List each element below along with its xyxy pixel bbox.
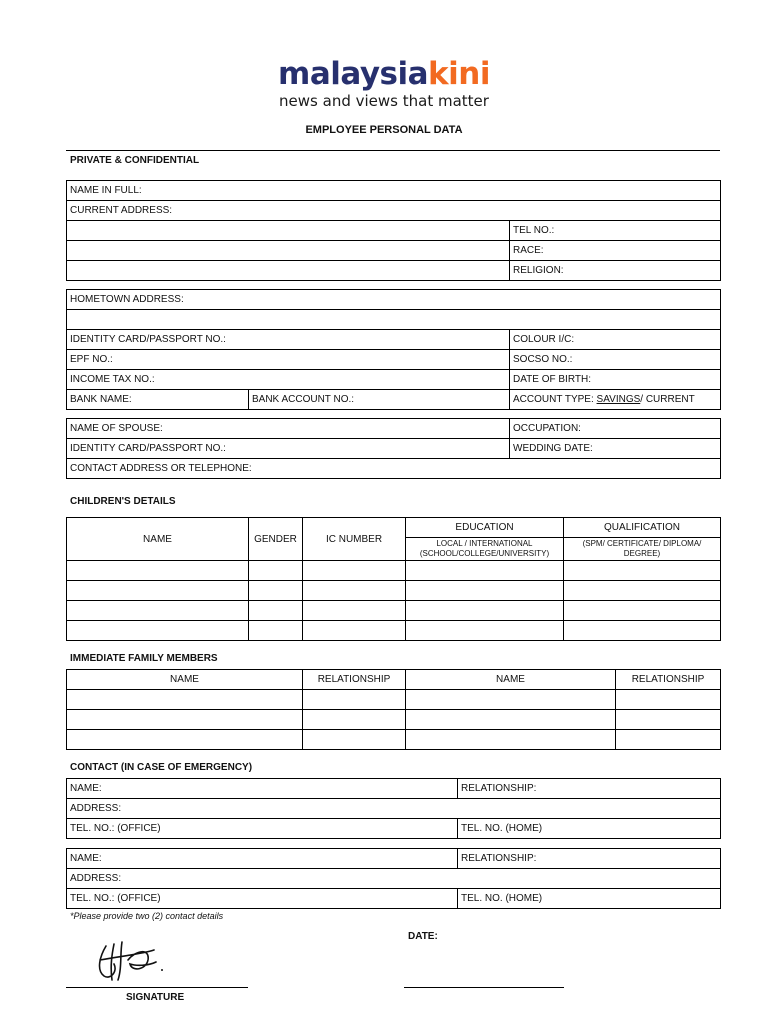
cell[interactable] xyxy=(67,690,303,710)
spouse-table xyxy=(66,418,721,479)
children-col-gender: GENDER xyxy=(249,518,303,561)
emergency-heading: CONTACT (IN CASE OF EMERGENCY) xyxy=(70,762,253,773)
children-col-name: NAME xyxy=(67,518,249,561)
logo-text-primary: malaysia xyxy=(278,56,429,92)
cell[interactable] xyxy=(249,561,303,581)
table-row xyxy=(67,561,721,581)
cell[interactable] xyxy=(406,690,616,710)
cell[interactable] xyxy=(67,561,249,581)
children-table xyxy=(66,517,721,641)
wedding-date-field[interactable]: WEDDING DATE: xyxy=(510,439,721,459)
cell[interactable] xyxy=(249,621,303,641)
account-type-field[interactable] xyxy=(510,390,721,410)
date-label: DATE: xyxy=(408,931,438,942)
confidential-label: PRIVATE & CONFIDENTIAL xyxy=(70,155,200,166)
signature-mark xyxy=(92,936,172,984)
bank-name-field[interactable]: BANK NAME: xyxy=(67,390,249,410)
emergency-tel-office-field[interactable]: TEL. NO.: (OFFICE) xyxy=(67,889,458,909)
cell[interactable] xyxy=(303,690,406,710)
logo-tagline: news and views that matter xyxy=(279,92,489,110)
title-divider xyxy=(66,150,720,151)
cell[interactable] xyxy=(67,581,249,601)
emergency-tel-home-field[interactable]: TEL. NO. (HOME) xyxy=(458,819,721,839)
socso-field[interactable]: SOCSO NO.: xyxy=(510,350,721,370)
children-col-education: EDUCATION xyxy=(406,518,564,538)
cell[interactable] xyxy=(249,601,303,621)
religion-field[interactable]: RELIGION: xyxy=(510,261,721,281)
cell[interactable] xyxy=(67,601,249,621)
children-heading: CHILDREN'S DETAILS xyxy=(70,496,176,507)
identity-table xyxy=(66,289,721,410)
cell[interactable] xyxy=(564,581,721,601)
account-type-savings: SAVINGS xyxy=(596,394,641,405)
cell[interactable] xyxy=(67,730,303,750)
children-col-education-sub: LOCAL / INTERNATIONAL (SCHOOL/COLLEGE/UNIVERSITY) xyxy=(406,538,564,561)
emergency-relationship-field[interactable]: RELATIONSHIP: xyxy=(458,779,721,799)
hometown-address-field[interactable]: HOMETOWN ADDRESS: xyxy=(67,290,721,310)
bank-account-field[interactable]: BANK ACCOUNT NO.: xyxy=(249,390,510,410)
logo-wordmark xyxy=(0,56,768,92)
cell[interactable] xyxy=(303,561,406,581)
children-col-qualification: QUALIFICATION xyxy=(564,518,721,538)
race-field[interactable]: RACE: xyxy=(510,241,721,261)
cell[interactable] xyxy=(616,730,721,750)
table-row xyxy=(67,710,721,730)
cell[interactable] xyxy=(67,710,303,730)
cell[interactable] xyxy=(303,621,406,641)
spouse-contact-field[interactable]: CONTACT ADDRESS OR TELEPHONE: xyxy=(67,459,721,479)
emergency-note: *Please provide two (2) contact details xyxy=(70,911,224,921)
spouse-ic-field[interactable]: IDENTITY CARD/PASSPORT NO.: xyxy=(67,439,510,459)
cell[interactable] xyxy=(564,601,721,621)
address-line-field[interactable] xyxy=(67,241,510,261)
table-row xyxy=(67,601,721,621)
account-type-suffix: / CURRENT xyxy=(640,394,695,405)
table-row xyxy=(67,621,721,641)
table-row xyxy=(67,581,721,601)
children-col-ic: IC NUMBER xyxy=(303,518,406,561)
dob-field[interactable]: DATE OF BIRTH: xyxy=(510,370,721,390)
logo-text-accent: kini xyxy=(428,56,490,92)
cell[interactable] xyxy=(406,561,564,581)
address-line-field[interactable] xyxy=(67,261,510,281)
cell[interactable] xyxy=(67,621,249,641)
emergency-name-field[interactable]: NAME: xyxy=(67,849,458,869)
emergency-tel-office-field[interactable]: TEL. NO.: (OFFICE) xyxy=(67,819,458,839)
cell[interactable] xyxy=(303,710,406,730)
address-line-field[interactable] xyxy=(67,221,510,241)
cell[interactable] xyxy=(249,581,303,601)
signature-line[interactable] xyxy=(66,987,248,988)
personal-table xyxy=(66,180,721,281)
brand-logo xyxy=(0,56,768,110)
emergency-address-field[interactable]: ADDRESS: xyxy=(67,799,721,819)
cell[interactable] xyxy=(303,730,406,750)
document-title: EMPLOYEE PERSONAL DATA xyxy=(305,124,463,136)
account-type-prefix: ACCOUNT TYPE: xyxy=(513,394,597,405)
cell[interactable] xyxy=(406,601,564,621)
hometown-address-line[interactable] xyxy=(67,310,721,330)
cell[interactable] xyxy=(303,601,406,621)
cell[interactable] xyxy=(406,581,564,601)
family-col-relationship: RELATIONSHIP xyxy=(616,670,721,690)
emergency-address-field[interactable]: ADDRESS: xyxy=(67,869,721,889)
cell[interactable] xyxy=(406,710,616,730)
cell[interactable] xyxy=(564,561,721,581)
signature-label: SIGNATURE xyxy=(126,992,185,1003)
spouse-name-field[interactable]: NAME OF SPOUSE: xyxy=(67,419,510,439)
income-tax-field[interactable]: INCOME TAX NO.: xyxy=(67,370,510,390)
table-row xyxy=(67,730,721,750)
emergency-tel-home-field[interactable]: TEL. NO. (HOME) xyxy=(458,889,721,909)
cell[interactable] xyxy=(406,730,616,750)
cell[interactable] xyxy=(616,690,721,710)
epf-field[interactable]: EPF NO.: xyxy=(67,350,510,370)
cell[interactable] xyxy=(406,621,564,641)
family-table xyxy=(66,669,721,750)
family-col-name: NAME xyxy=(67,670,303,690)
emergency-table-1 xyxy=(66,778,721,839)
name-in-full-field[interactable]: NAME IN FULL: xyxy=(67,181,721,201)
current-address-field[interactable]: CURRENT ADDRESS: xyxy=(67,201,721,221)
colour-ic-field[interactable]: COLOUR I/C: xyxy=(510,330,721,350)
emergency-relationship-field[interactable]: RELATIONSHIP: xyxy=(458,849,721,869)
family-col-relationship: RELATIONSHIP xyxy=(303,670,406,690)
emergency-table-2 xyxy=(66,848,721,909)
emergency-name-field[interactable]: NAME: xyxy=(67,779,458,799)
occupation-field[interactable]: OCCUPATION: xyxy=(510,419,721,439)
children-col-qualification-sub: (SPM/ CERTIFICATE/ DIPLOMA/ DEGREE) xyxy=(564,538,721,561)
cell[interactable] xyxy=(616,710,721,730)
ic-passport-field[interactable]: IDENTITY CARD/PASSPORT NO.: xyxy=(67,330,510,350)
cell[interactable] xyxy=(564,621,721,641)
date-line[interactable] xyxy=(404,987,564,988)
cell[interactable] xyxy=(303,581,406,601)
family-heading: IMMEDIATE FAMILY MEMBERS xyxy=(70,653,218,664)
tel-no-field[interactable]: TEL NO.: xyxy=(510,221,721,241)
family-col-name: NAME xyxy=(406,670,616,690)
table-row xyxy=(67,690,721,710)
